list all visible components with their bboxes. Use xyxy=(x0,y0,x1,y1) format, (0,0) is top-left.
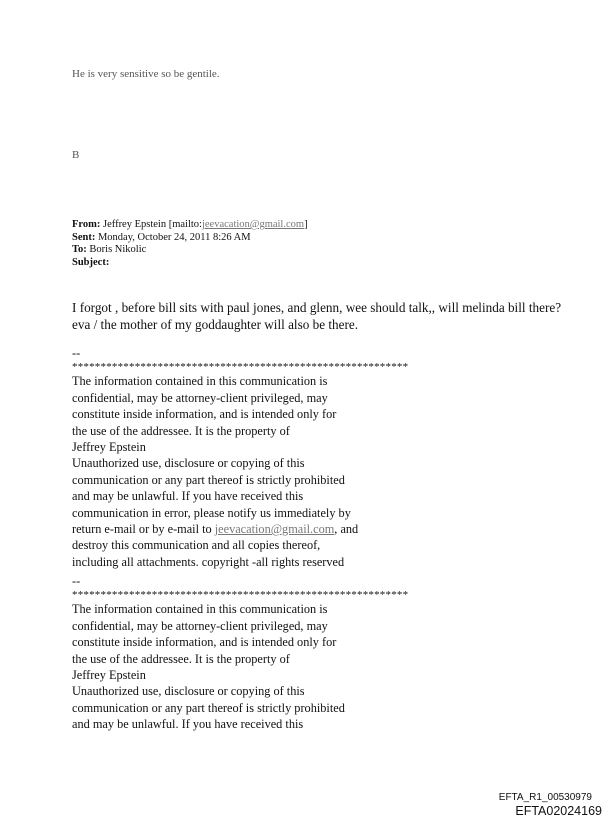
to-value: Boris Nikolic xyxy=(89,244,147,255)
asterisk-divider: *********************************************************** xyxy=(72,589,409,602)
disclaimer-line: The information contained in this communication is xyxy=(72,602,328,617)
email-header xyxy=(72,219,308,269)
disclaimer-block-2 xyxy=(72,573,408,733)
disclaimer-line: destroy this communication and all copies thereof, xyxy=(72,538,321,553)
disclaimer-line: Jeffrey Epstein xyxy=(72,440,146,455)
sig-dash: -- xyxy=(72,346,81,360)
asterisk-divider: *********************************************************** xyxy=(72,361,409,374)
disclaimer-line: communication or any part thereof is strictly prohibited xyxy=(72,472,345,487)
subject-row xyxy=(72,257,308,270)
disclaimer-line: The information contained in this communication is xyxy=(72,374,328,389)
disclaimer-line: communication or any part thereof is strictly prohibited xyxy=(72,700,345,715)
disclaimer-line: constitute inside information, and is intended only for xyxy=(72,635,337,650)
text: , and xyxy=(334,522,359,537)
sig-dash: -- xyxy=(72,574,81,588)
body-line: eva / the mother of my goddaughter will also be there. xyxy=(72,317,359,332)
to-label: To: xyxy=(72,244,87,255)
disclaimer-line: communication in error, please notify us immediately by xyxy=(72,505,351,520)
sent-value: Monday, October 24, 2011 8:26 AM xyxy=(97,231,251,243)
from-label: From: xyxy=(72,219,101,230)
signoff: B xyxy=(72,149,80,161)
disclaimer-line: confidential, may be attorney-client privileged, may xyxy=(72,390,328,405)
disclaimer-line: Unauthorized use, disclosure or copying of this xyxy=(72,456,305,471)
disclaimer-line: the use of the addressee. It is the property of xyxy=(72,423,290,438)
email-link[interactable]: jeevacation@gmail.com xyxy=(214,522,335,537)
disclaimer-block-1 xyxy=(72,345,408,570)
disclaimer-line xyxy=(72,521,408,537)
disclaimer-line: the use of the addressee. It is the property of xyxy=(72,651,290,666)
from-name: Jeffrey Epstein [mailto: xyxy=(103,219,202,230)
body-line: I forgot , before bill sits with paul jones, and glenn, wee should talk,, will melinda bill there? xyxy=(72,300,562,315)
subject-label: Subject: xyxy=(72,256,110,268)
text: return e-mail or by e-mail to xyxy=(72,522,215,537)
email-body xyxy=(72,299,561,333)
disclaimer-line: confidential, may be attorney-client privileged, may xyxy=(72,618,328,633)
disclaimer-line: and may be unlawful. If you have received this xyxy=(72,489,304,504)
disclaimer-line: constitute inside information, and is intended only for xyxy=(72,407,337,422)
disclaimer-line: and may be unlawful. If you have received this xyxy=(72,717,304,732)
sent-label: Sent: xyxy=(72,231,96,243)
to-row xyxy=(72,244,308,257)
from-close: ] xyxy=(304,219,308,230)
bates-stamp-2: EFTA02024169 xyxy=(515,804,602,818)
disclaimer-line: including all attachments. copyright -all rights reserved xyxy=(72,554,345,569)
bates-stamp-1: EFTA_R1_00530979 xyxy=(498,792,592,803)
intro-line: He is very sensitive so be gentile. xyxy=(72,68,220,80)
sent-row xyxy=(72,232,308,245)
disclaimer-line: Unauthorized use, disclosure or copying of this xyxy=(72,684,305,699)
from-email-link[interactable]: jeevacation@gmail.com xyxy=(201,219,305,230)
disclaimer-line: Jeffrey Epstein xyxy=(72,668,146,683)
from-row xyxy=(72,219,308,232)
